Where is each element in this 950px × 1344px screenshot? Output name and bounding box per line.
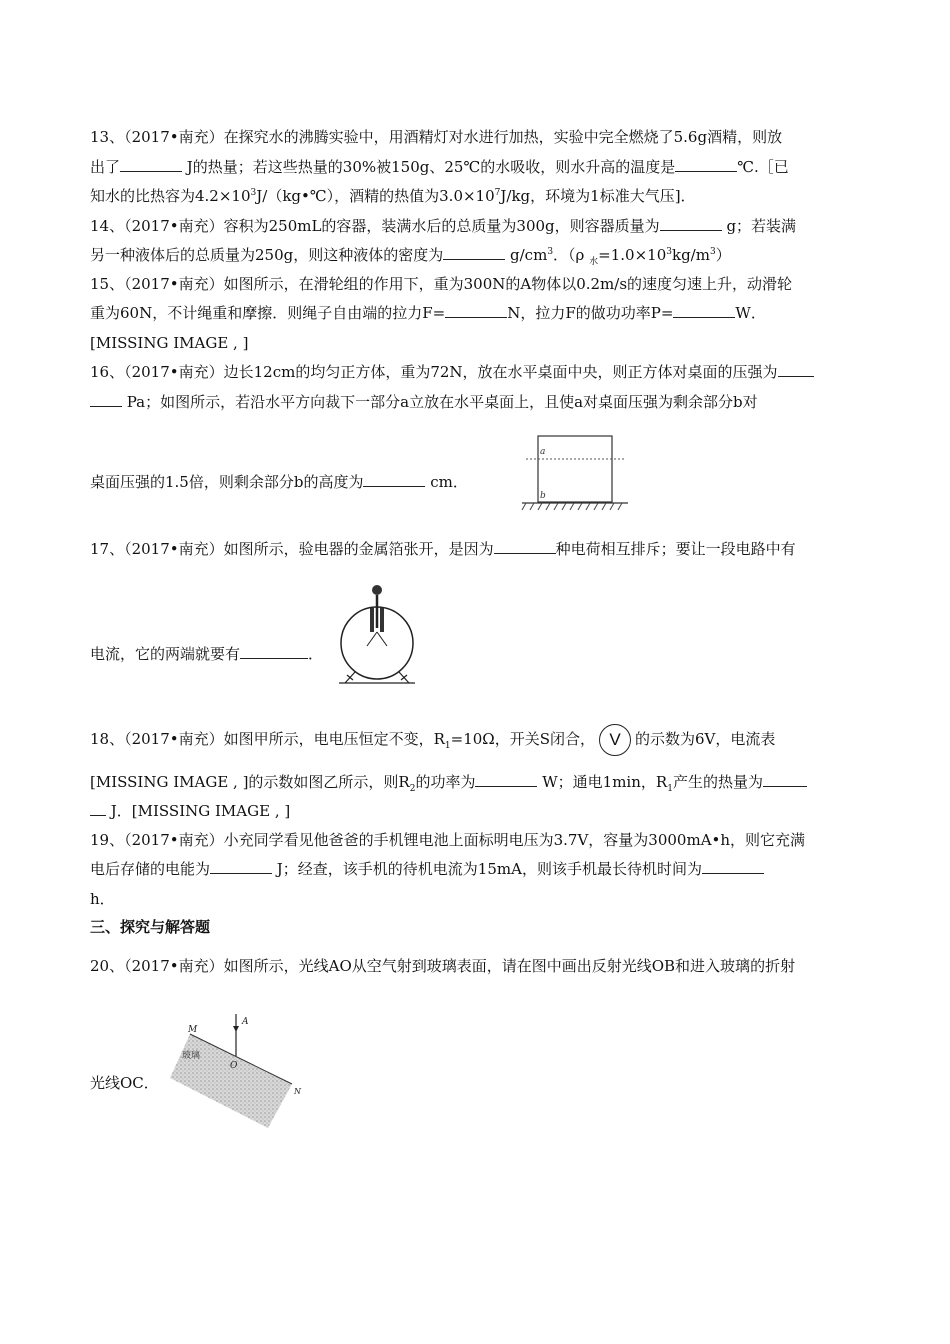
label-b: b bbox=[540, 491, 546, 501]
q18-line2: [MISSING IMAGE , ]的示数如图乙所示，则$R_2$的功率为 W；通电1min，$R_1$产生的热量为 bbox=[90, 772, 807, 792]
answer-blank[interactable] bbox=[763, 772, 807, 787]
missing-image-note: [MISSING IMAGE , ] bbox=[90, 334, 249, 352]
q16-line1: 16、（2017•南充）边长12cm的均匀正方体，重为72N，放在水平桌面中央，则正方体对桌面的压强为 bbox=[90, 362, 814, 382]
answer-blank[interactable] bbox=[363, 472, 425, 487]
answer-blank[interactable] bbox=[675, 157, 737, 172]
q13-line2: 出了 J的热量；若这些热量的30%被150g、25℃的水吸收，则水升高的温度是 ℃.［已 bbox=[90, 158, 789, 176]
answer-blank[interactable] bbox=[443, 245, 505, 260]
label-o: O bbox=[230, 1061, 238, 1071]
q17-line2: 电流，它的两端就要有 ． bbox=[90, 645, 324, 663]
answer-blank[interactable] bbox=[702, 859, 764, 874]
cube-cut-figure bbox=[520, 432, 630, 520]
q13-line3: 知水的比热容为$4.2\times 10^3J/(kg•℃)$，酒精的热值为$3.0\times 10^7J/kg$，环境为1标准大气压]． bbox=[90, 187, 696, 205]
answer-blank[interactable] bbox=[673, 303, 735, 318]
q16-line3: 桌面压强的1.5倍，则剩余部分b的高度为 cm． bbox=[90, 473, 468, 491]
label-glass: 玻璃 bbox=[182, 1051, 201, 1061]
q15-line2: 重为60N，不计绳重和摩擦．则绳子自由端的拉力F= N，拉力F的做功功率P= W． bbox=[90, 304, 766, 322]
q20-line1: 20、（2017•南充）如图所示，光线AO从空气射到玻璃表面，请在图中画出反射光线OB和进入玻璃的折射 bbox=[90, 957, 796, 975]
q16-line2: Pa；如图所示，若沿水平方向裁下一部分a立放在水平桌面上，且使a对桌面压强为剩余部分b对 bbox=[90, 392, 758, 412]
answer-blank[interactable] bbox=[120, 157, 182, 172]
answer-blank[interactable] bbox=[240, 644, 308, 659]
q19-line1: 19、（2017•南充）小充同学看见他爸爸的手机锂电池上面标明电压为3.7V，容量为3000mA•h，则它充满 bbox=[90, 831, 806, 849]
q20-line2: 光线OC． bbox=[90, 1074, 159, 1092]
light-reflection-figure bbox=[168, 1012, 308, 1130]
answer-blank[interactable] bbox=[494, 539, 556, 554]
voltmeter-icon: V bbox=[599, 724, 631, 756]
label-a: a bbox=[540, 447, 546, 457]
q14-line1: 14、（2017•南充）容积为250mL的容器，装满水后的总质量为300g，则容器质量为 g；若装满 bbox=[90, 217, 797, 235]
q19-line3: h． bbox=[90, 890, 115, 908]
q18-line3: J．[MISSING IMAGE , ] bbox=[90, 801, 290, 821]
answer-blank[interactable] bbox=[90, 801, 106, 816]
answer-blank[interactable] bbox=[210, 859, 272, 874]
q15-line1: 15、（2017•南充）如图所示，在滑轮组的作用下，重为300N的A物体以0.2m/s的速度匀速上升，动滑轮 bbox=[90, 275, 793, 293]
answer-blank[interactable] bbox=[445, 303, 507, 318]
label-a: A bbox=[242, 1017, 249, 1027]
answer-blank[interactable] bbox=[660, 216, 722, 231]
label-m: M bbox=[188, 1025, 198, 1035]
section-heading: 三、探究与解答题 bbox=[90, 918, 211, 936]
answer-blank[interactable] bbox=[778, 362, 814, 377]
electroscope-figure bbox=[335, 580, 425, 690]
answer-blank[interactable] bbox=[90, 392, 122, 407]
q18-line1: 18、（2017•南充）如图甲所示，电电压恒定不变，$R_1=10\Omega$，开关S闭合， V 的示数为6V，电流表 bbox=[90, 724, 775, 756]
q14-line2: 另一种液体后的总质量为250g，则这种液体的密度为 $g/cm^3$．（ρ $_水=1.0\times 10^3kg/m^3$） bbox=[90, 246, 731, 267]
q17-line1: 17、（2017•南充）如图所示，验电器的金属箔张开，是因为 种电荷相互排斥；要让一段电路中有 bbox=[90, 540, 796, 558]
q13-line1: 13、（2017•南充）在探究水的沸腾实验中，用酒精灯对水进行加热，实验中完全燃烧了5.6g酒精，则放 bbox=[90, 128, 783, 146]
label-n: N bbox=[294, 1087, 301, 1096]
answer-blank[interactable] bbox=[475, 772, 537, 787]
q19-line2: 电后存储的电能为 J；经查，该手机的待机电流为15mA，则该手机最长待机时间为 bbox=[90, 859, 764, 879]
